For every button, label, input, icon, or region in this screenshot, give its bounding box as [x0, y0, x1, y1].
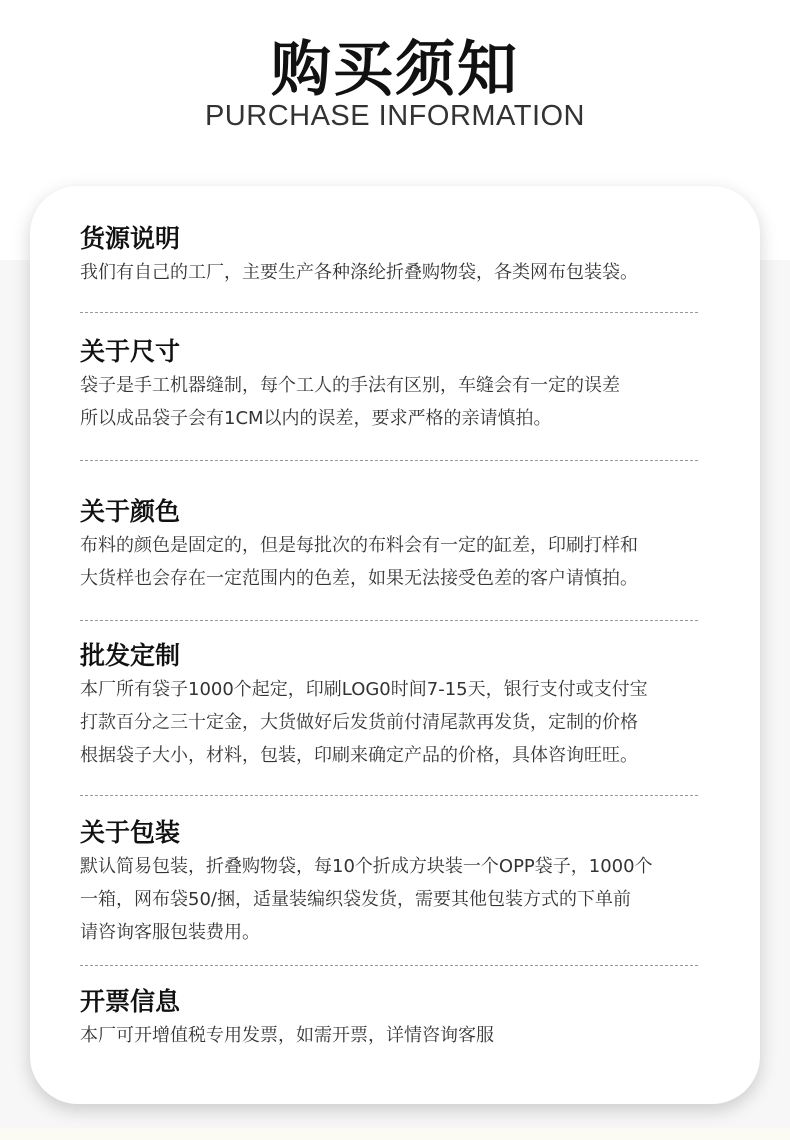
dashed-divider	[80, 965, 698, 966]
section-text-line: 一箱，网布袋50/捆，适量装编织袋发货，需要其他包装方式的下单前	[80, 889, 631, 910]
section-text-line: 本厂可开增值税专用发票，如需开票，详情咨询客服	[80, 1025, 494, 1046]
dashed-divider	[80, 795, 698, 796]
section-packaging	[80, 816, 720, 949]
section-color	[80, 495, 720, 595]
section-text-line: 请咨询客服包装费用。	[80, 922, 260, 943]
section-heading: 货源说明	[80, 224, 181, 253]
info-card	[30, 186, 760, 1104]
section-source	[80, 222, 720, 289]
section-text-line: 布料的颜色是固定的，但是每批次的布料会有一定的缸差，印刷打样和	[80, 535, 638, 556]
section-text-line: 我们有自己的工厂，主要生产各种涤纶折叠购物袋，各类网布包装袋。	[80, 262, 638, 283]
dashed-divider	[80, 620, 698, 621]
section-wholesale	[80, 639, 720, 772]
section-text-line: 大货样也会存在一定范围内的色差，如果无法接受色差的客户请慎拍。	[80, 568, 638, 589]
section-text-line: 所以成品袋子会有1CM以内的误差，要求严格的亲请慎拍。	[80, 408, 552, 429]
section-invoice	[80, 985, 720, 1052]
section-heading: 关于包装	[80, 818, 181, 847]
section-heading: 关于颜色	[80, 497, 181, 526]
section-text-line: 袋子是手工机器缝制，每个工人的手法有区别，车缝会有一定的误差	[80, 375, 620, 396]
page-title: 购买须知	[271, 35, 519, 105]
footer-strip	[0, 1128, 790, 1140]
section-text-line: 打款百分之三十定金，大货做好后发货前付清尾款再发货，定制的价格	[80, 712, 638, 733]
section-size	[80, 335, 720, 435]
page-subtitle: PURCHASE INFORMATION	[204, 100, 586, 132]
section-heading: 关于尺寸	[80, 337, 181, 366]
section-text-line: 默认简易包装，折叠购物袋，每10个折成方块装一个OPP袋子，1000个	[80, 856, 653, 877]
section-heading: 批发定制	[80, 641, 181, 670]
dashed-divider	[80, 312, 698, 313]
section-text-line: 本厂所有袋子1000个起定，印刷LOG0时间7-15天，银行支付或支付宝	[80, 679, 648, 700]
section-text-line: 根据袋子大小，材料，包装，印刷来确定产品的价格，具体咨询旺旺。	[80, 745, 638, 766]
dashed-divider	[80, 460, 698, 461]
section-heading: 开票信息	[80, 987, 181, 1016]
